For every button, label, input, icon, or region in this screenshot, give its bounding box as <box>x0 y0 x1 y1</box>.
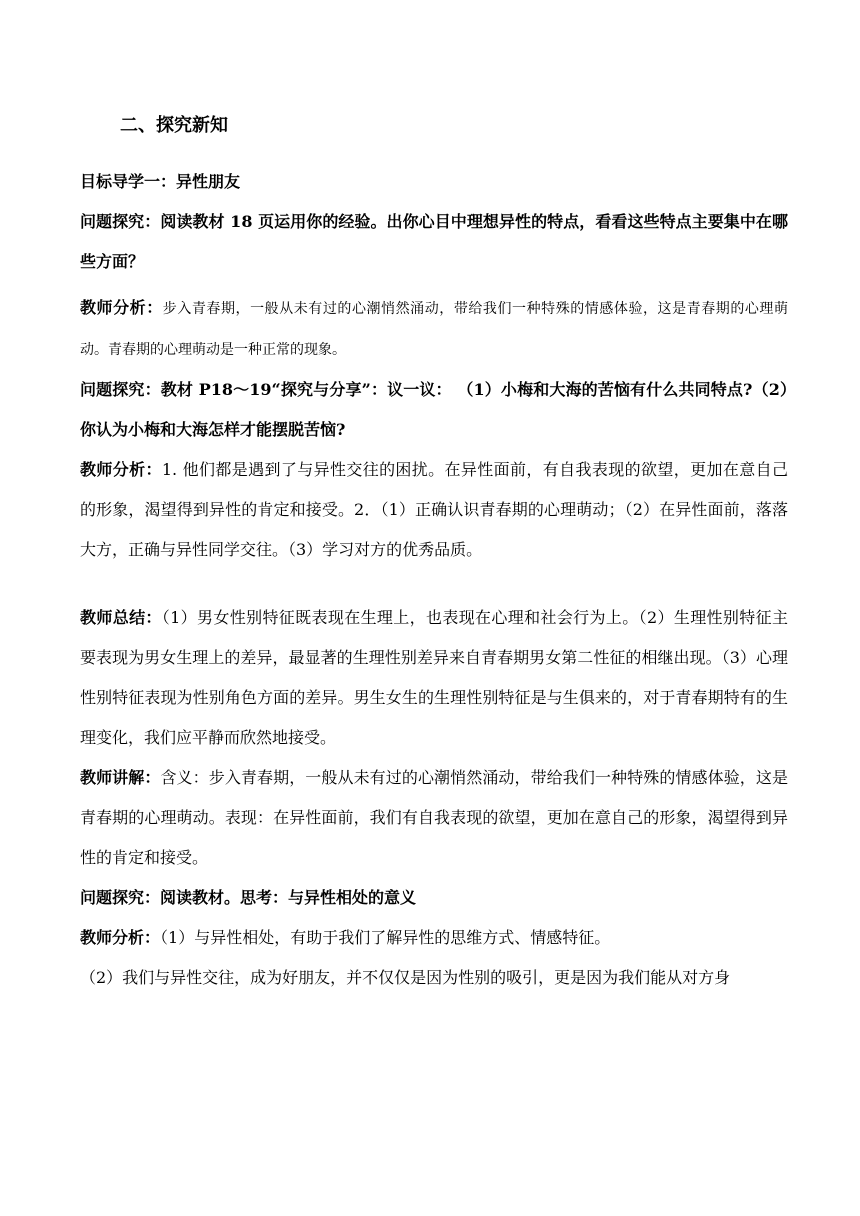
analysis-1-text: 步入青春期，一般从未有过的心潮悄然涌动，带给我们一种特殊的情感体验，这是青春期的心理萌动。青春期的心理萌动是一种正常的现象。 <box>80 301 788 358</box>
question-1 <box>80 202 788 282</box>
question-1-text: 阅读教材 18 页运用你的经验。出你心目中理想异性的特点，看看这些特点主要集中在哪些方面？ <box>80 212 788 271</box>
analysis-1-label: 教师分析： <box>80 298 163 317</box>
analysis-3 <box>80 918 788 958</box>
analysis-1 <box>80 288 788 370</box>
question-2-text: 教材 P18～19“探究与分享”：议一议： （1）小梅和大海的苦恼有什么共同特点?（2）你认为小梅和大海怎样才能摆脱苦恼? <box>80 380 788 439</box>
teacher-lecture <box>80 758 788 878</box>
question-2 <box>80 370 788 450</box>
analysis-2-text: 1. 他们都是遇到了与异性交往的困扰。在异性面前，有自我表现的欲望，更加在意自己的形象，渴望得到异性的肯定和接受。2．（1）正确认识青春期的心理萌动；（2）在异性面前，落落大方，正确与异性同学交往。（3）学习对方的优秀品质。 <box>80 460 788 559</box>
analysis-3-line-1: （1）与异性相处，有助于我们了解异性的思维方式、情感特征。 <box>160 928 611 947</box>
question-3-text: 阅读教材。思考：与异性相处的意义 <box>160 888 417 907</box>
summary-label: 教师总结： <box>80 608 162 627</box>
question-1-label: 问题探究： <box>80 212 161 231</box>
goal-heading: 目标导学一：异性朋友 <box>80 172 241 191</box>
question-3-label: 问题探究： <box>80 888 161 907</box>
analysis-3-label: 教师分析： <box>80 928 161 947</box>
question-2-label: 问题探究： <box>80 380 161 399</box>
analysis-3-continued: （2）我们与异性交往，成为好朋友，并不仅仅是因为性别的吸引，更是因为我们能从对方身 <box>80 968 731 987</box>
section-title: 二、探究新知 <box>120 115 228 136</box>
analysis-2-label: 教师分析： <box>80 460 162 479</box>
summary-text: （1）男女性别特征既表现在生理上，也表现在心理和社会行为上。（2）生理性别特征主要表现为男女生理上的差异，最显著的生理性别差异来自青春期男女第二性征的相继出现。（3）心理性别特征表现为性别角色方面的差异。男生女生的生理性别特征是与生俱来的，对于青春期特有的生理变化，我们应平静而欣然地接受。 <box>80 608 788 747</box>
question-3 <box>80 878 788 918</box>
teacher-summary <box>80 598 788 758</box>
lecture-text: 含义：步入青春期，一般从未有过的心潮悄然涌动，带给我们一种特殊的情感体验，这是青春期的心理萌动。表现：在异性面前，我们有自我表现的欲望，更加在意自己的形象，渴望得到异性的肯定和接受。 <box>80 768 788 867</box>
analysis-2 <box>80 450 788 570</box>
lecture-label: 教师讲解： <box>80 768 161 787</box>
